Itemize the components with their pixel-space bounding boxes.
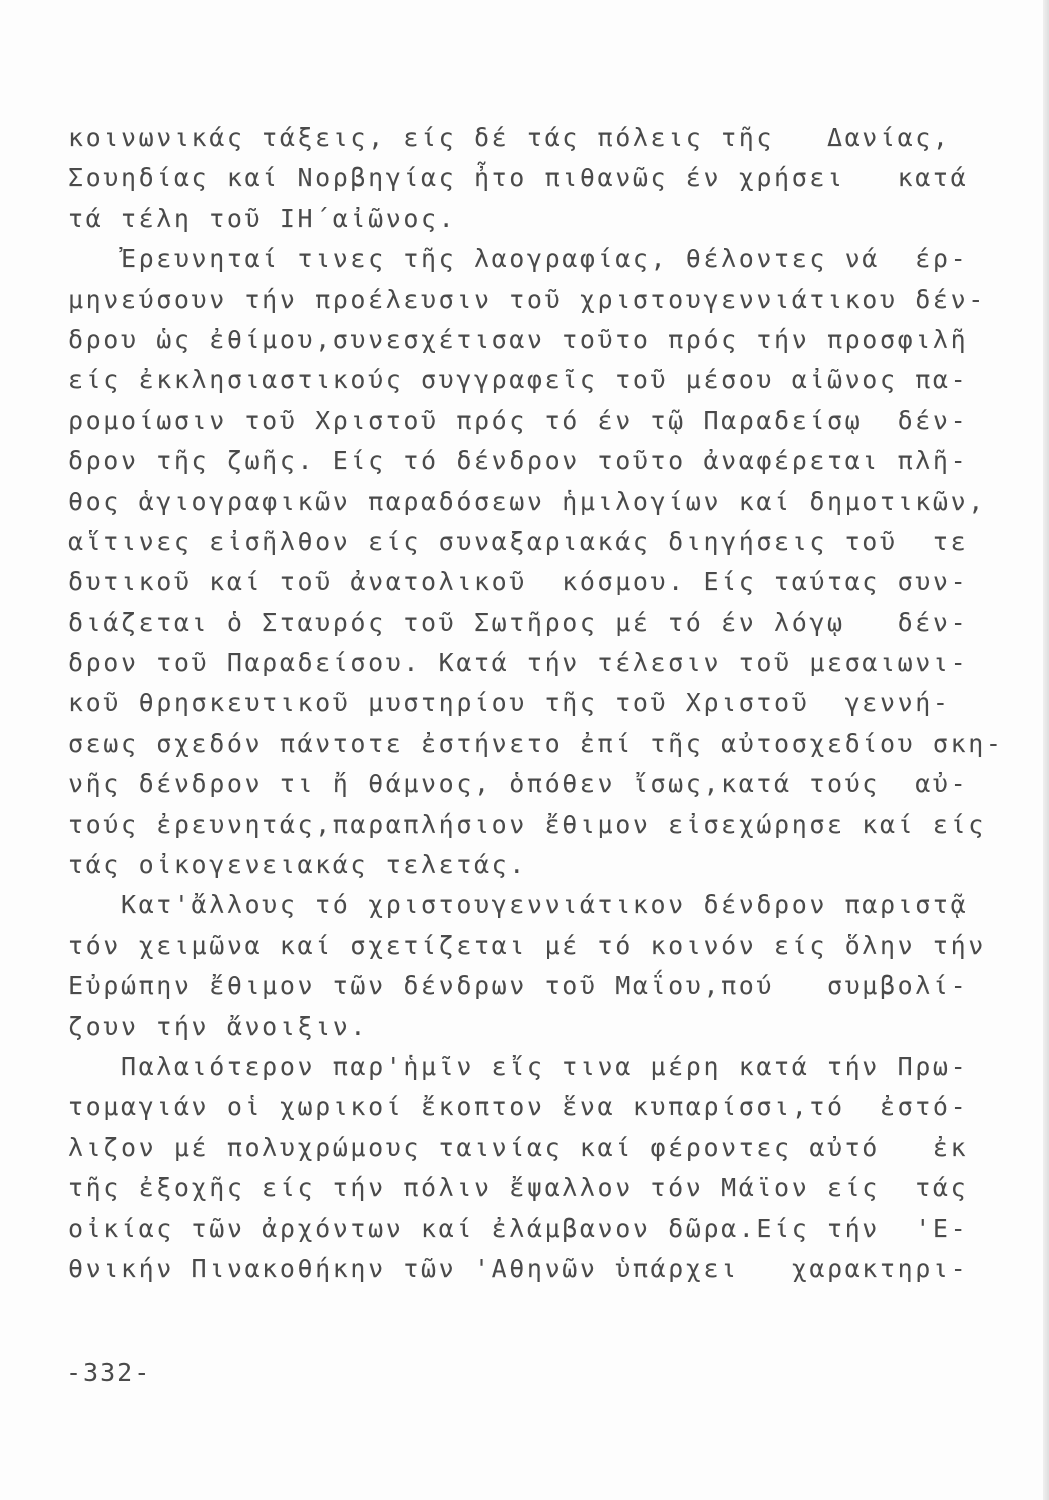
text-line: διάζεται ὁ Σταυρός τοῦ Σωτῆρος μέ τό έν λόγῳ δέν- <box>68 607 969 637</box>
body-text <box>68 118 1004 1289</box>
page-edge-shadow <box>1043 0 1049 1500</box>
text-line: λιζον μέ πολυχρώμους ταινίας καί φέροντες αὐτό ἐκ <box>68 1132 969 1162</box>
text-line: τόν χειμῶνα καί σχετίζεται μέ τό κοινόν είς ὅλην τήν <box>68 930 986 960</box>
text-line: δυτικοῦ καί τοῦ ἀνατολικοῦ κόσμου. Είς ταύτας συν- <box>68 567 969 597</box>
text-line: Εὐρώπην ἔθιμον τῶν δένδρων τοῦ Μαΐου,πού συμβολί- <box>68 971 969 1001</box>
text-line: τάς οἰκογενειακάς τελετάς. <box>68 850 527 880</box>
text-line: Σουηδίας καί Νορβηγίας ἦτο πιθανῶς έν χρήσει κατά <box>68 163 969 193</box>
text-line: τῆς ἐξοχῆς είς τήν πόλιν ἔψαλλον τόν Μάϊον είς τάς <box>68 1173 969 1203</box>
text-line: ρομοίωσιν τοῦ Χριστοῦ πρός τό έν τῷ Παραδείσῳ δέν- <box>68 405 969 435</box>
text-line: θνικήν Πινακοθήκην τῶν 'Αθηνῶν ὑπάρχει χαρακτηρι- <box>68 1253 969 1283</box>
text-line: τά τέλη τοῦ ΙΗ΄αἰῶνος. <box>68 203 457 233</box>
text-line: τομαγιάν οἱ χωρικοί ἔκοπτον ἕνα κυπαρίσσι,τό ἐστό- <box>68 1092 969 1122</box>
text-line: μηνεύσουν τήν προέλευσιν τοῦ χριστουγεννιάτικου δέν- <box>68 284 986 314</box>
text-line: θος ἁγιογραφικῶν παραδόσεων ἡμιλογίων καί δημοτικῶν, <box>68 486 986 516</box>
text-line: δρον τῆς ζωῆς. Είς τό δένδρον τοῦτο ἀναφέρεται πλῆ- <box>68 446 969 476</box>
text-line: αἵτινες εἰσῆλθον είς συναξαριακάς διηγήσεις τοῦ τε <box>68 526 969 556</box>
text-line: Κατ'ἄλλους τό χριστουγεννιάτικον δένδρον παριστᾷ <box>68 890 969 920</box>
text-line: κοινωνικάς τάξεις, είς δέ τάς πόλεις τῆς Δανίας, <box>68 123 951 152</box>
text-line: νῆς δένδρον τι ἤ θάμνος, ὁπόθεν ἴσως,κατά τούς αὐ- <box>68 769 969 799</box>
text-line: Παλαιότερον παρ'ἡμῖν εἴς τινα μέρη κατά τήν Πρω- <box>68 1051 969 1081</box>
text-line: Ἐρευνηταί τινες τῆς λαογραφίας, θέλοντες νά έρ- <box>68 244 969 274</box>
text-line: ζουν τήν ἄνοιξιν. <box>68 1011 369 1041</box>
text-line: οἰκίας τῶν ἀρχόντων καί ἐλάμβανον δῶρα.Είς τήν 'Ε- <box>68 1213 969 1243</box>
text-line: δρου ὡς ἐθίμου,συνεσχέτισαν τοῦτο πρός τήν προσφιλῆ <box>68 324 969 354</box>
text-line: είς ἐκκλησιαστικούς συγγραφεῖς τοῦ μέσου αἰῶνος πα- <box>68 365 969 395</box>
text-line: σεως σχεδόν πάντοτε ἐστήνετο ἐπί τῆς αὐτοσχεδίου σκη- <box>68 728 1004 758</box>
text-line: δρον τοῦ Παραδείσου. Κατά τήν τέλεσιν τοῦ μεσαιωνι- <box>68 648 969 678</box>
text-line: κοῦ θρησκευτικοῦ μυστηρίου τῆς τοῦ Χριστοῦ γεννή- <box>68 688 951 718</box>
page-number: -332- <box>66 1358 152 1387</box>
text-line: τούς ἐρευνητάς,παραπλήσιον ἔθιμον εἰσεχώρησε καί είς <box>68 809 986 839</box>
